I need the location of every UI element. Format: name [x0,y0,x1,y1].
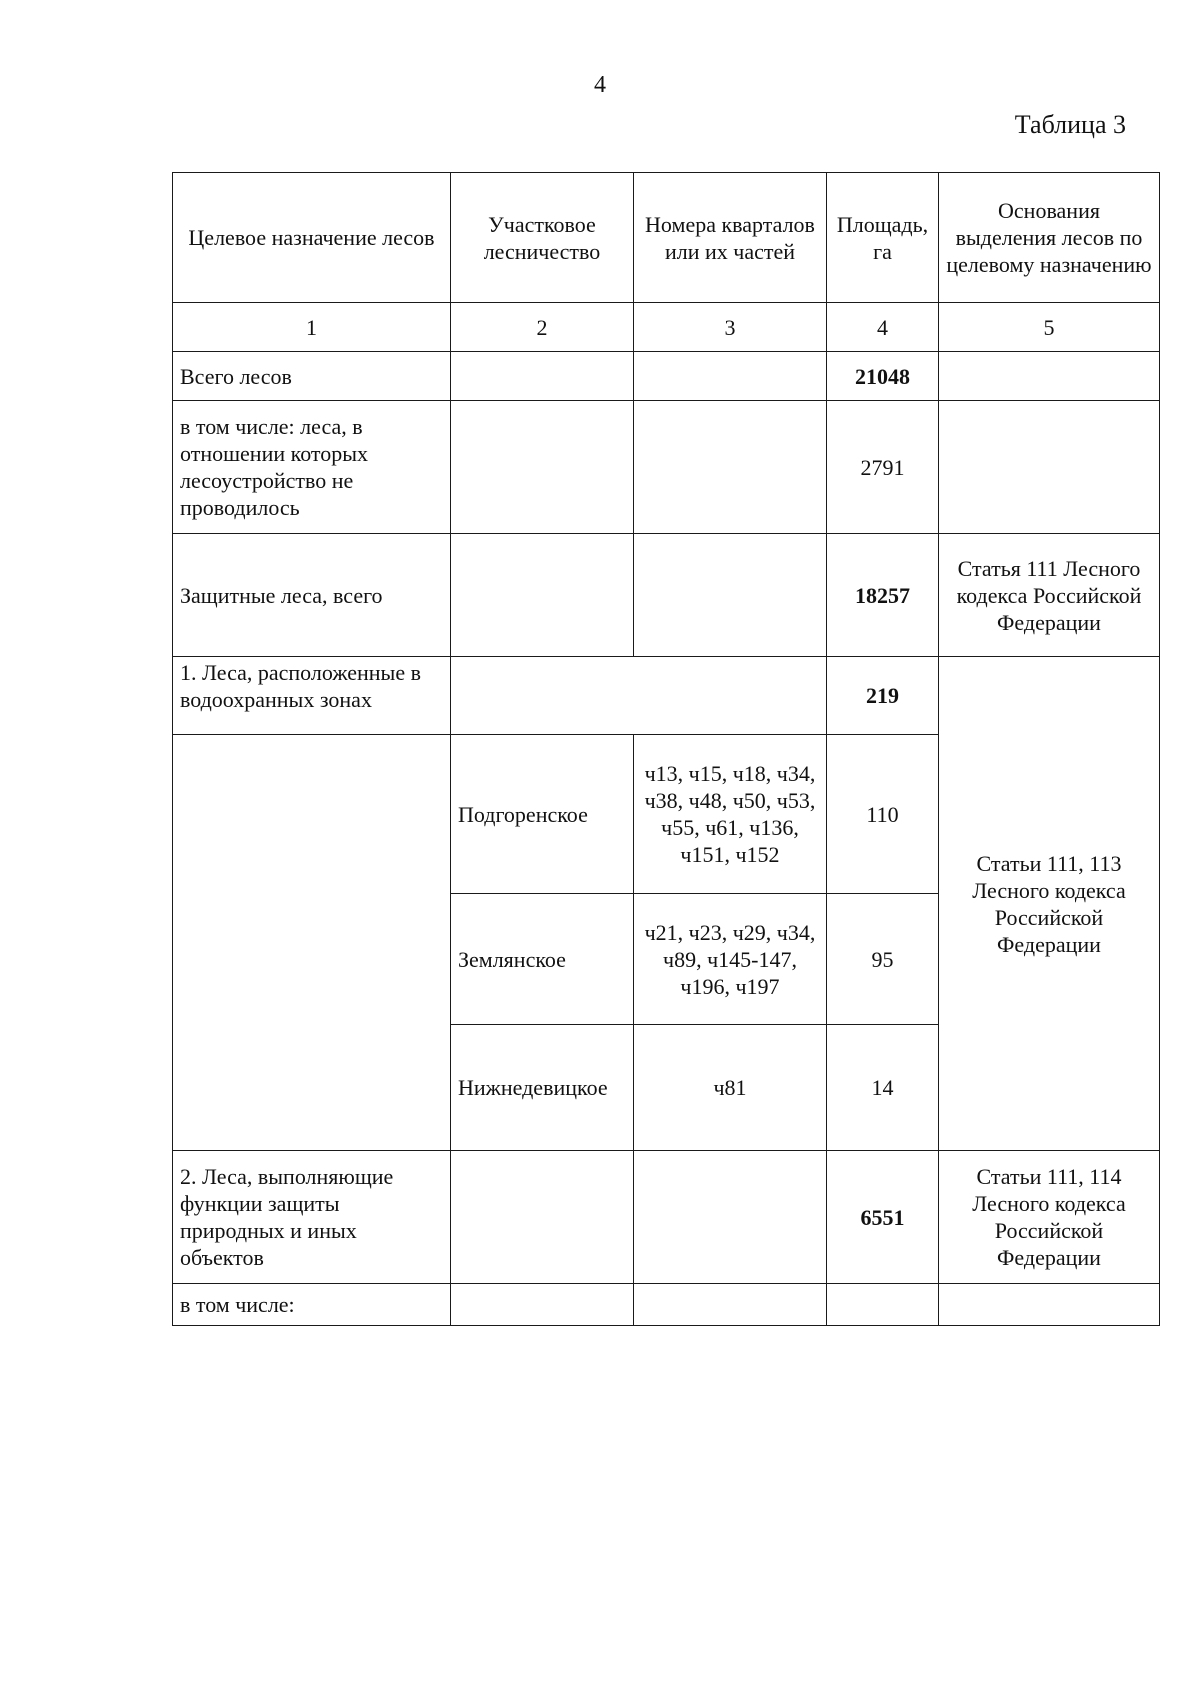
header-area: Площадь, га [827,173,939,303]
area-cell: 110 [827,735,939,894]
area-cell: 6551 [827,1151,939,1284]
page-number: 4 [594,72,606,98]
empty-cell [451,352,634,401]
table-caption: Таблица 3 [1014,110,1126,139]
area-cell: 2791 [827,401,939,534]
empty-cell [634,534,827,657]
empty-cell [451,657,827,735]
purpose-cell: 1. Леса, расположенные в водоохранных зонах [173,657,451,735]
header-row [173,173,1160,303]
empty-cell [939,352,1160,401]
forestry-cell: Землянское [451,894,634,1025]
forest-purpose-table [172,172,1160,1326]
purpose-cell: Всего лесов [173,352,451,401]
table-row-including [173,1284,1160,1326]
basis-cell: Статьи 111, 114 Лесного кодекса Российской Федерации [939,1151,1160,1284]
empty-cell [634,401,827,534]
empty-cell [173,735,451,1151]
area-cell: 18257 [827,534,939,657]
table-row-no-survey [173,401,1160,534]
empty-cell [634,1284,827,1326]
empty-cell [451,1151,634,1284]
header-forestry: Участковое лесничество [451,173,634,303]
area-cell: 219 [827,657,939,735]
quarters-cell: ч13, ч15, ч18, ч34, ч38, ч48, ч50, ч53, ч55, ч61, ч136, ч151, ч152 [634,735,827,894]
table-row-protective [173,534,1160,657]
basis-cell: Статьи 111, 113 Лесного кодекса Российской Федерации [939,657,1160,1151]
empty-cell [939,401,1160,534]
empty-cell [451,534,634,657]
purpose-cell: Защитные леса, всего [173,534,451,657]
column-number: 5 [939,303,1160,352]
empty-cell [634,352,827,401]
empty-cell [451,401,634,534]
purpose-cell: в том числе: [173,1284,451,1326]
table-row-protection-functions [173,1151,1160,1284]
purpose-cell: 2. Леса, выполняющие функции защиты природных и иных объектов [173,1151,451,1284]
column-number: 4 [827,303,939,352]
table-row-total [173,352,1160,401]
empty-cell [827,1284,939,1326]
column-number: 3 [634,303,827,352]
area-cell: 14 [827,1025,939,1151]
forestry-cell: Нижнедевицкое [451,1025,634,1151]
basis-cell: Статья 111 Лесного кодекса Российской Федерации [939,534,1160,657]
purpose-cell: в том числе: леса, в отношении которых лесоустройство не проводилось [173,401,451,534]
empty-cell [939,1284,1160,1326]
quarters-cell: ч81 [634,1025,827,1151]
header-basis: Основания выделения лесов по целевому назначению [939,173,1160,303]
area-cell: 21048 [827,352,939,401]
area-cell: 95 [827,894,939,1025]
column-number-row [173,303,1160,352]
empty-cell [634,1151,827,1284]
header-purpose: Целевое назначение лесов [173,173,451,303]
quarters-cell: ч21, ч23, ч29, ч34, ч89, ч145-147, ч196, ч197 [634,894,827,1025]
column-number: 2 [451,303,634,352]
table-row-water-protection [173,657,1160,735]
empty-cell [451,1284,634,1326]
header-quarters: Номера кварталов или их частей [634,173,827,303]
column-number: 1 [173,303,451,352]
forestry-cell: Подгоренское [451,735,634,894]
